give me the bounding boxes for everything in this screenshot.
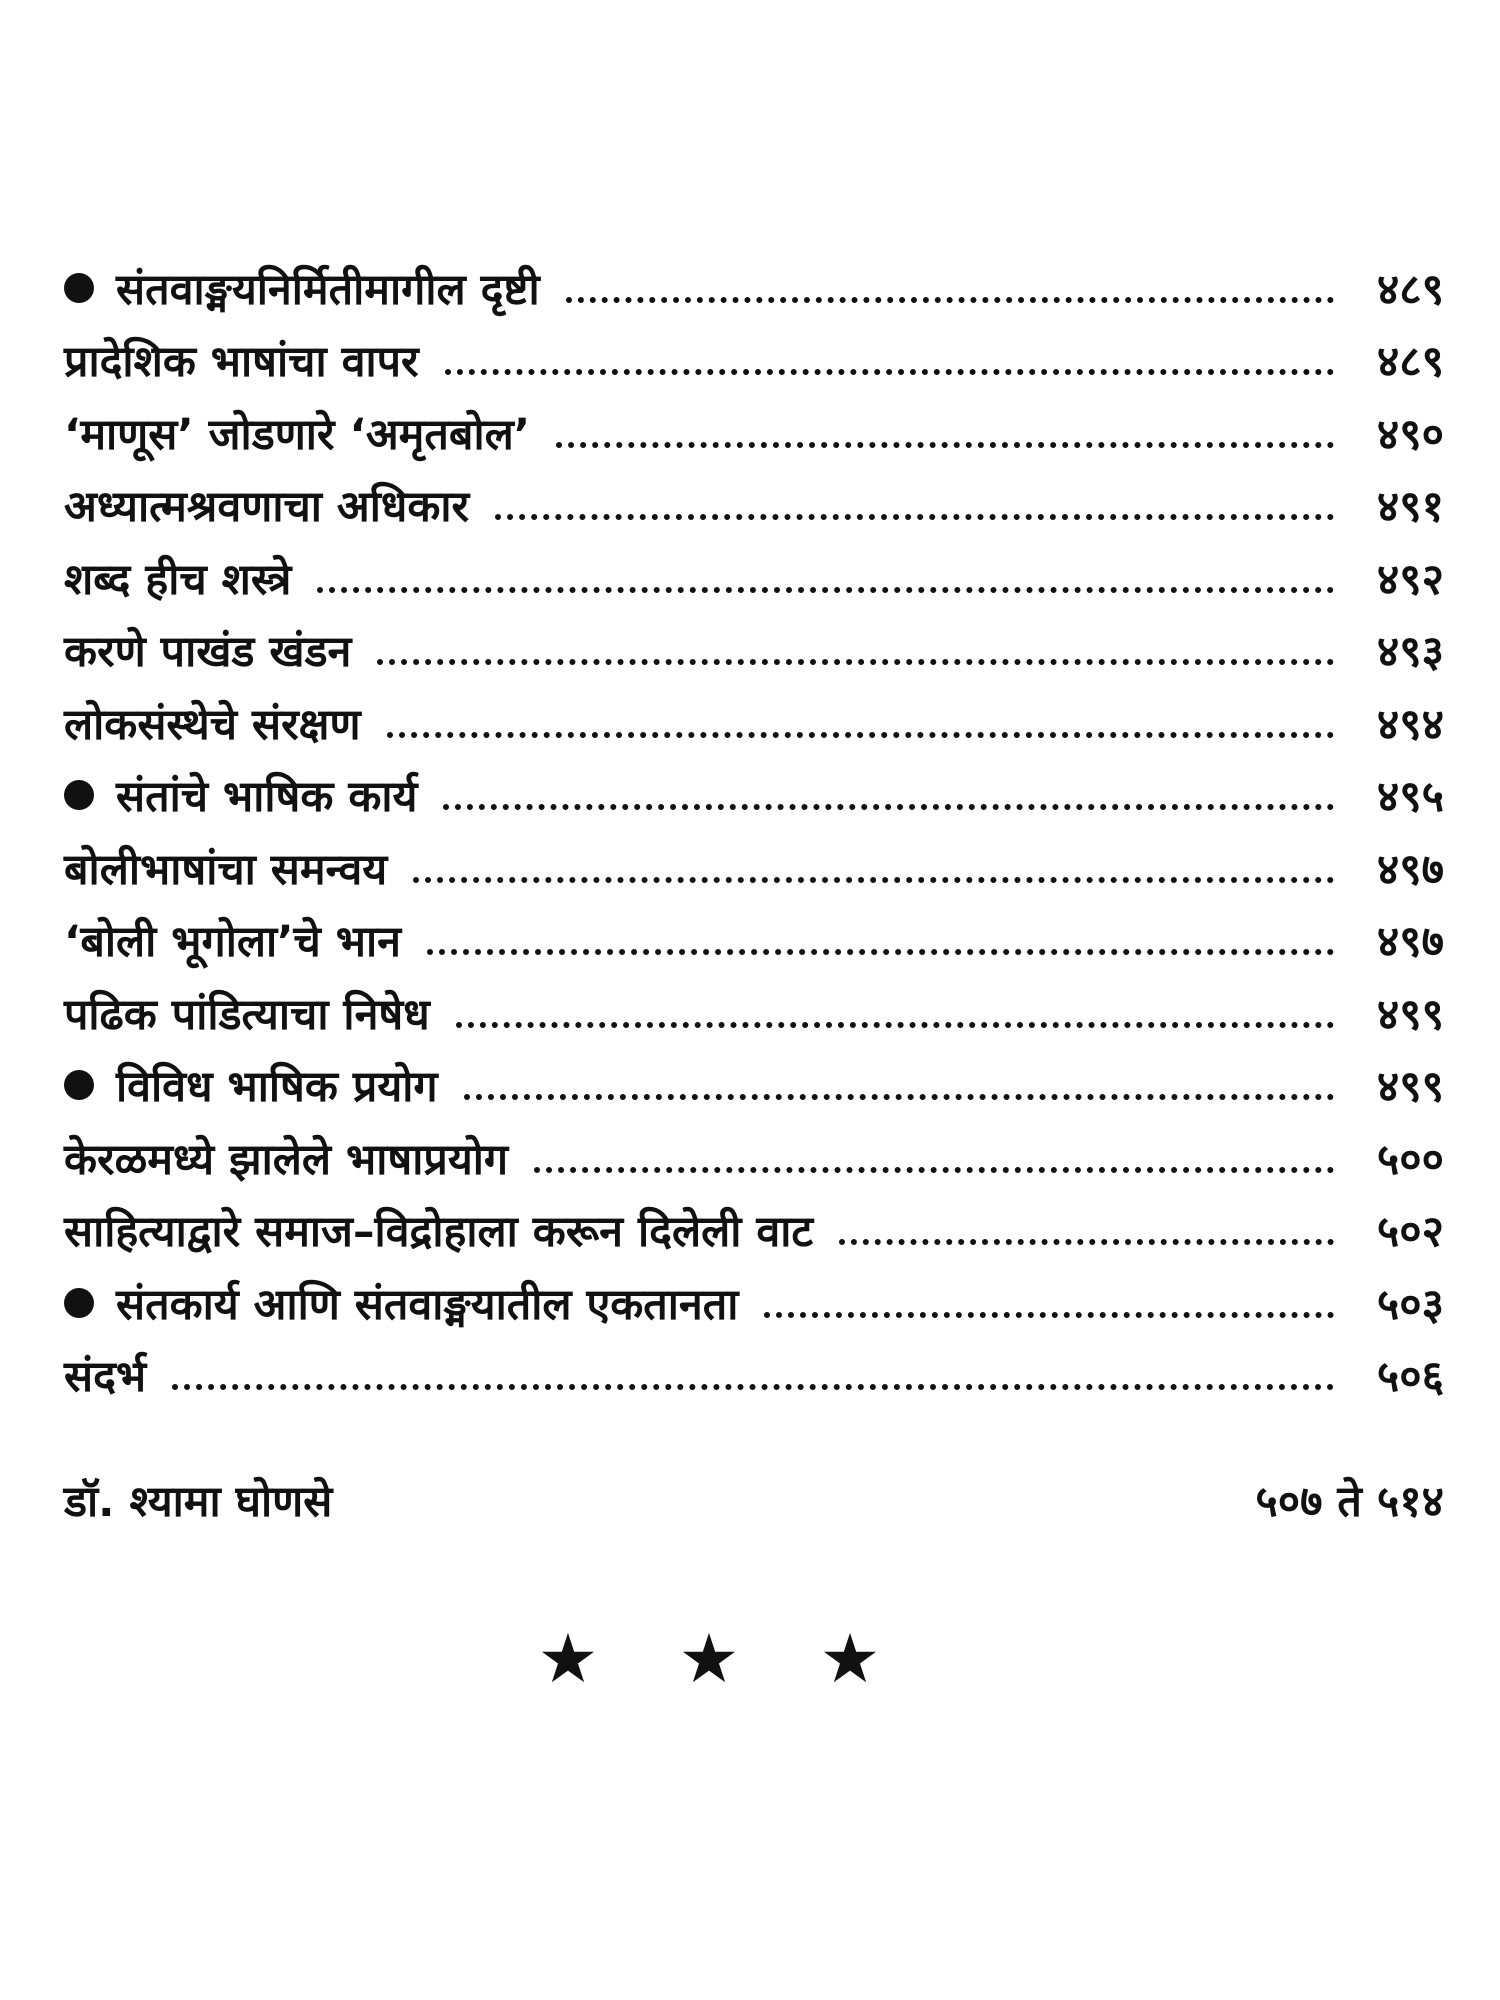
author-entry [64,1470,1444,1529]
author-name: डॉ. श्यामा घोणसे [64,1477,333,1527]
toc-entry-title: ‘माणूस’ जोडणारे ‘अमृतबोल’ [64,409,531,460]
toc-entry [64,389,1444,462]
toc-entry [64,752,1444,825]
bullet-icon [64,1070,94,1100]
toc-entry-page: ४९२ [1376,554,1444,605]
toc-entry-title: केरळमध्ये झालेले भाषाप्रयोग [64,1134,509,1185]
toc-entry-page: ४९३ [1376,627,1444,678]
dot-leader [764,1312,1334,1318]
bullet-icon [64,780,94,810]
toc-entry [64,607,1444,680]
toc-entry-title: विविध भाषिक प्रयोग [116,1062,438,1113]
dot-leader [445,369,1334,375]
dot-leader [427,949,1334,955]
dot-leader [443,804,1334,810]
toc-entry-page: ४९७ [1376,917,1444,968]
dot-leader [413,877,1334,883]
toc-entry-page: ५०३ [1376,1279,1444,1330]
dot-leader [387,732,1334,738]
toc-entry [64,679,1444,752]
dot-leader [556,442,1334,448]
toc-entry-page: ४९० [1376,409,1444,460]
toc-entry-title: शब्द हीच शस्त्रे [64,554,292,605]
toc-entry-title: करणे पाखंड खंडन [64,627,352,678]
dot-leader [495,514,1334,520]
toc-entry [64,969,1444,1042]
toc-entry [64,1259,1444,1332]
toc-entry [64,462,1444,535]
toc-entry-page: ५०० [1376,1134,1444,1185]
dot-leader [464,1094,1334,1100]
toc-entry-title: साहित्याद्वारे समाज–विद्रोहाला करून दिलेली वाट [64,1207,814,1258]
toc-entry [64,1042,1444,1115]
toc-entry-page: ५०६ [1376,1352,1444,1403]
toc-entry [64,534,1444,607]
toc-entry [64,824,1444,897]
star-icon: ★ [678,1620,740,1699]
star-icon: ★ [537,1620,599,1699]
toc-entry-title: अध्यात्मश्रवणाचा अधिकार [64,482,470,533]
toc-entry-page: ४९९ [1376,989,1444,1040]
bullet-icon [64,273,94,303]
toc-entry-title: लोकसंस्थेचे संरक्षण [64,699,361,750]
toc-entry-title: संतवाङ्मयनिर्मितीमागील दृष्टी [116,264,540,315]
toc-entry [64,897,1444,970]
dot-leader [377,659,1334,665]
toc-entry [64,1332,1444,1405]
dot-leader [839,1239,1334,1245]
toc-entry-title: पढिक पांडित्याचा निषेध [64,989,430,1040]
toc-entry-title: संतकार्य आणि संतवाङ्मयातील एकतानता [116,1279,739,1330]
bullet-icon [64,1288,94,1318]
toc-entry-page: ४८९ [1376,337,1444,388]
toc-entry-title: प्रादेशिक भाषांचा वापर [64,337,419,388]
toc-entry-page: ५०२ [1376,1207,1444,1258]
star-ornament [0,1620,1418,1699]
toc-entry [64,1114,1444,1187]
toc-entry-page: ४९५ [1376,772,1444,823]
toc-entry [64,244,1444,317]
star-icon: ★ [819,1620,881,1699]
toc-entry-title: संतांचे भाषिक कार्य [116,772,418,823]
author-page-range: ५०७ ते ५१४ [1255,1477,1444,1527]
toc-entry-page: ४८९ [1376,264,1444,315]
toc-entry-title: संदर्भ [64,1352,147,1403]
toc-entry-title: बोलीभाषांचा समन्वय [64,844,388,895]
toc-entry-title: ‘बोली भूगोला’चे भान [64,917,401,968]
toc-entry [64,1187,1444,1260]
dot-leader [566,297,1334,303]
dot-leader [172,1384,1334,1390]
dot-leader [534,1167,1334,1173]
toc-entry-page: ४९४ [1376,699,1444,750]
toc-entry [64,317,1444,390]
dot-leader [317,587,1334,593]
toc-entry-page: ४९९ [1376,1062,1444,1113]
toc-entry-page: ४९७ [1376,844,1444,895]
toc-entry-page: ४९१ [1376,482,1444,533]
table-of-contents [64,244,1444,1404]
dot-leader [456,1022,1334,1028]
